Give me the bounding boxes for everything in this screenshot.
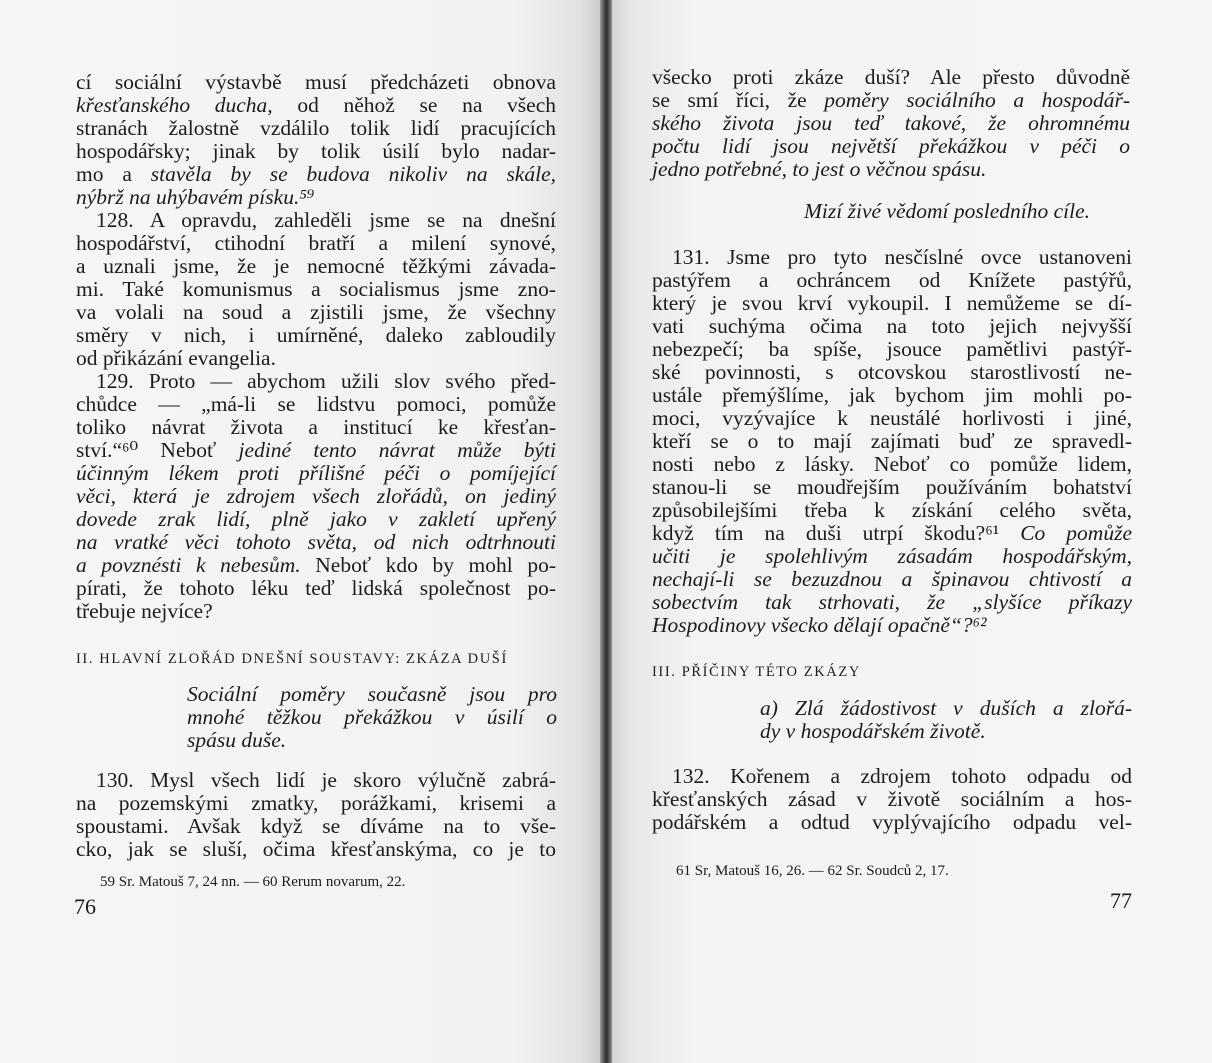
section-heading-iii [652,663,1132,681]
subheading-right-2 [760,697,1132,743]
paragraph-130-line: 130. Mysl všech lidí je skoro výlučně zabrá- [96,768,556,792]
section-heading-ii [76,650,556,668]
text-line: hospodářsky; jinak by tolik úsilí bylo nadar- [76,139,556,163]
paragraph-131-line: sobectvím tak strhovati, že „slyšíce příkazy [652,590,1132,614]
paragraph-131-line: kteří se o to mají zajímati buď ze spravedl- [652,429,1132,453]
footnote-left: 59 Sr. Matouš 7, 24 nn. — 60 Rerum novarum, 22. [100,874,406,890]
paragraph-129-line: na vratké věci tohoto světa, od nich odtrhnouti [76,530,556,554]
paragraph-129-line: věci, která je zdrojem všech zlořádů, on jediný [76,484,556,508]
paragraph-132-line: 132. Kořenem a zdrojem tohoto odpadu od [672,764,1132,788]
paragraph-128-line: směry v nich, i umírněné, daleko zabloudily [76,323,556,347]
paragraph-131-line: způsobilejšími třeba k získání celého světa, [652,498,1132,522]
paragraph-131-line: učiti je spolehlivým zásadám hospodářským, [652,544,1132,568]
subheading-line: dy v hospodářském životě. [760,719,986,743]
text-line: nýbrž na uhýbavém písku.⁵⁹ [76,185,315,209]
subheading-line: Sociální poměry současně jsou pro [187,682,557,706]
paragraph-128-line: mi. Také komunismus a socialismus jsme zno- [76,277,556,301]
paragraph-131-line: ustále přemýšlíme, jak bychom jim mohli po- [652,383,1132,407]
paragraph-128-line: 128. A opravdu, zahleděli jsme se na dnešní [96,208,556,232]
text-line: křesťanského ducha, od něhož se na všech [76,93,556,117]
paragraph-131-line: vati suchýma očima na toto jejich nejvyšší [652,314,1132,338]
text-line: mo a stavěla by se budova nikoliv na skále, [76,162,556,186]
subheading-line: mnohé těžkou překážkou v úsilí o [187,705,557,729]
paragraph-130-line: spoustami. Avšak když se díváme na to vše- [76,814,556,838]
paragraph-129-line: účinným lékem proti přílišné péči o pomíjející [76,461,556,485]
paragraph-131-line: nosti nebo z lásky. Neboť co pomůže lidem, [652,452,1132,476]
text-line: cí sociální výstavbě musí předcházeti obnova [76,70,556,94]
section-heading-text: III. PŘÍČINY TÉTO ZKÁZY [652,664,861,680]
paragraph-129-line: toliko návrat života a institucí ke křesťan- [76,415,556,439]
paragraph-131-line: když tím na duši utrpí škodu?⁶¹ Co pomůže [652,521,1132,545]
subheading-right-1 [764,199,1130,224]
paragraph-129-line: dovede zrak lidí, plně jako v zakletí upřený [76,507,556,531]
text-line: počtu lidí jsou největší překážkou v péči o [652,134,1130,158]
text-line: stranách žalostně vzdálilo tolik lidí pracujících [76,116,556,140]
text-line: se smí říci, že poměry sociálního a hospodář- [652,88,1130,112]
paragraph-128-line: hospodářství, ctihodní bratří a milení synové, [76,231,556,255]
subheading-left [187,683,557,752]
subheading-line: spásu duše. [187,728,287,752]
paragraph-128-line: va volali na soud a zjistili jsme, že všechny [76,300,556,324]
paragraph-131-line: ské povinnosti, s otcovskou starostlivostí ne- [652,360,1132,384]
paragraph-131-line: stanou-li se moudřejším používáním bohatství [652,475,1132,499]
paragraph-132-line: podářském a odtud vyplývajícího odpadu vel- [652,810,1132,834]
paragraph-131 [652,246,1132,637]
paragraph-130 [76,769,556,861]
paragraph-128-line: od přikázání evangelia. [76,346,276,370]
footnote-right: 61 Sr, Matouš 16, 26. — 62 Sr. Soudců 2, 17. [676,863,949,879]
paragraph-131-line: 131. Jsme pro tyto nesčíslné ovce ustanoveni [672,245,1132,269]
paragraph-131-line: Hospodinovy všecko dělají opačně“?⁶² [652,613,987,637]
page-number-left: 76 [74,894,96,919]
page-number-right: 77 [1110,888,1132,913]
paragraph-129-line: ství.“⁶⁰ Neboť jediné tento návrat může býti [76,438,556,462]
subheading-line: a) Zlá žádostivost v duších a zlořá- [760,696,1132,720]
paragraph-131-line: moci, vyzývajíce k neustálé horlivosti i jiné, [652,406,1132,430]
section-heading-text: II. HLAVNÍ ZLOŘÁD DNEŠNÍ SOUSTAVY: ZKÁZA DUŠÍ [76,651,508,667]
text-line: všecko proti zkáze duší? Ale přesto důvodně [652,65,1130,89]
text-line: ského života jsou teď takové, že ohromnému [652,111,1130,135]
subheading-text: Mizí živé vědomí posledního cíle. [804,199,1090,223]
right-body-text [652,66,1130,181]
paragraph-129-line: třebuje nejvíce? [76,599,213,623]
paragraph-129-line: chůdce — „má-li se lidstvu pomoci, pomůže [76,392,556,416]
paragraph-131-line: který je svou krví vykoupil. I nemůžeme se dí- [652,291,1132,315]
paragraph-132 [652,765,1132,834]
paragraph-130-line: na pozemskými zmatky, porážkami, krisemi a [76,791,556,815]
paragraph-128-line: a uznali jsme, že je nemocné těžkými závada- [76,254,556,278]
paragraph-129-line: pírati, že tohoto léku teď lidská společnost po- [76,576,556,600]
text-line: jedno potřebné, to jest o věčnou spásu. [652,157,987,181]
paragraph-131-line: nebezpečí; ba spíše, jsouce pamětlivi pastýř- [652,337,1132,361]
book-gutter [600,0,612,1063]
paragraph-131-line: pastýřem a ochráncem od Knížete pastýřů, [652,268,1132,292]
paragraph-132-line: křesťanských zásad v životě sociálním a hos- [652,787,1132,811]
paragraph-130-line: cko, jak se sluší, očima křesťanskýma, co je to [76,837,556,861]
paragraph-129-line: a povznésti k nebesům. Neboť kdo by mohl po- [76,553,556,577]
left-body-text [76,71,556,623]
paragraph-131-line: nechají-li se bezuzdnou a špinavou chtivostí a [652,567,1132,591]
paragraph-129-line: 129. Proto — abychom užili slov svého před- [96,369,556,393]
